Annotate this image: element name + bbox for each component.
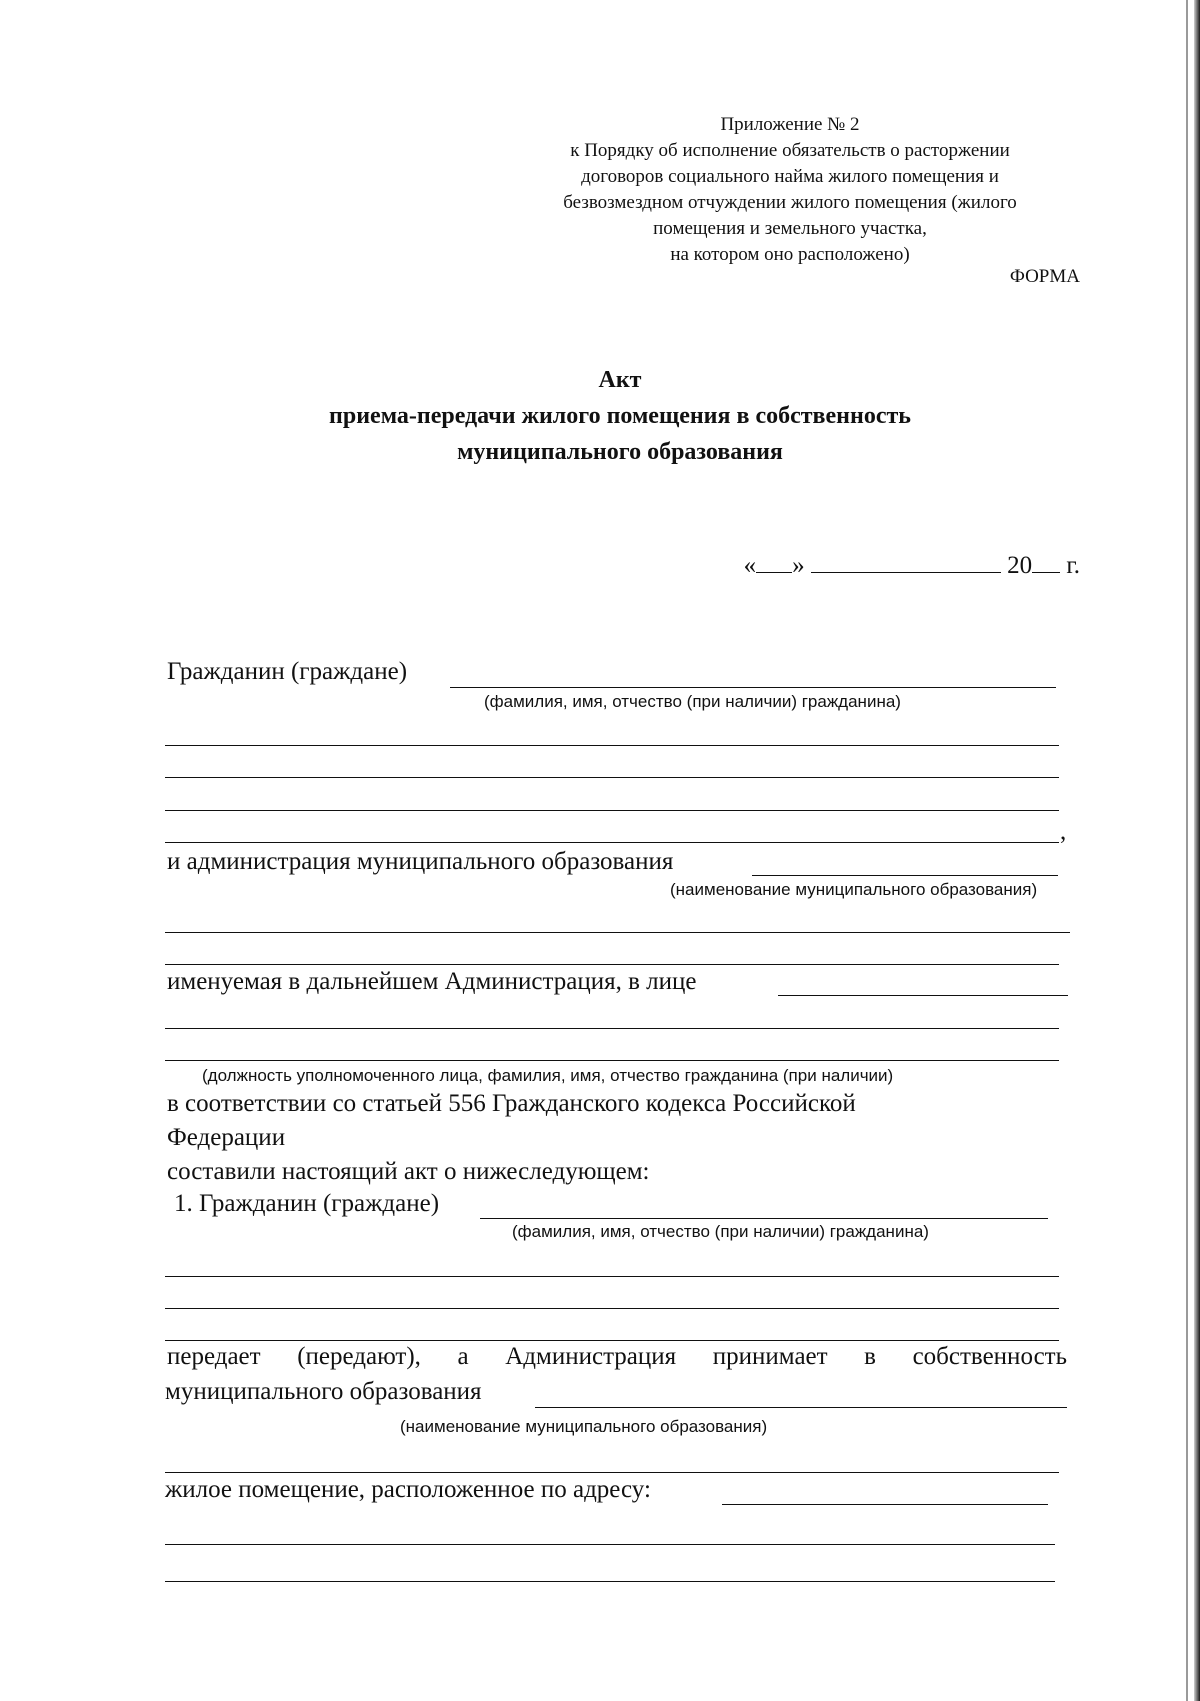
admin-name-blank[interactable]	[752, 875, 1058, 876]
item1-label: 1. Гражданин (граждане)	[174, 1190, 440, 1217]
item1-blank-line[interactable]	[165, 1340, 1059, 1341]
date-line	[700, 548, 1080, 580]
appendix-line: безвозмездном отчуждении жилого помещения (жилого	[563, 192, 1017, 213]
article-text-cont: Федерации	[167, 1124, 286, 1151]
official-blank[interactable]	[778, 995, 1068, 996]
transfer-hint: (наименование муниципального образования)	[400, 1417, 768, 1436]
day-blank[interactable]	[756, 548, 792, 573]
item1-blank-line[interactable]	[165, 1276, 1059, 1277]
citizen-blank-line[interactable]	[165, 810, 1059, 811]
year-blank[interactable]	[1032, 548, 1060, 573]
date-close-quote: »	[792, 552, 805, 579]
citizen-label: Гражданин (граждане)	[167, 658, 408, 685]
month-blank[interactable]	[811, 548, 1001, 573]
citizen-blank-line[interactable]	[165, 745, 1059, 746]
citizen-blank-line[interactable]	[165, 842, 1059, 843]
admin-blank-line[interactable]	[165, 964, 1059, 965]
appendix-header	[520, 112, 1060, 268]
scan-edge	[1194, 0, 1200, 1701]
official-blank-line[interactable]	[165, 1060, 1059, 1061]
form-label: ФОРМА	[1009, 266, 1080, 287]
title-line: Акт	[598, 367, 642, 393]
represented-label: именуемая в дальнейшем Администрация, в лице	[167, 968, 697, 995]
article-text: в соответствии со статьей 556 Гражданского кодекса Российской	[167, 1090, 856, 1117]
admin-blank-line[interactable]	[165, 932, 1070, 933]
citizen-name-blank[interactable]	[450, 687, 1056, 688]
official-blank-line[interactable]	[165, 1028, 1059, 1029]
appendix-line: к Порядку об исполнение обязательств о расторжении	[570, 140, 1010, 161]
municipality-blank[interactable]	[535, 1407, 1067, 1408]
address-label: жилое помещение, расположенное по адресу:	[165, 1476, 651, 1503]
composed-text: составили настоящий акт о нижеследующем:	[167, 1158, 650, 1185]
official-hint: (должность уполномоченного лица, фамилия, имя, отчество гражданина (при наличии)	[202, 1066, 894, 1085]
citizen-blank-line[interactable]	[165, 777, 1059, 778]
address-blank-line[interactable]	[165, 1581, 1055, 1582]
transfer-text: передает (передают), а Администрация принимает в собственность	[167, 1343, 1067, 1370]
title-line: приема-передачи жилого помещения в собственность	[329, 403, 911, 429]
municipality-blank-line[interactable]	[165, 1472, 1059, 1473]
year-prefix: 20	[1007, 552, 1033, 579]
citizen-hint: (фамилия, имя, отчество (при наличии) гражданина)	[484, 692, 901, 711]
appendix-number: Приложение № 2	[720, 114, 860, 135]
admin-hint: (наименование муниципального образования)	[670, 880, 1038, 899]
comma: ,	[1060, 818, 1067, 845]
appendix-line: договоров социального найма жилого помещения и	[581, 166, 999, 187]
scan-edge-line	[1186, 0, 1188, 1701]
transfer-text-cont: муниципального образования	[165, 1378, 482, 1405]
item1-name-blank[interactable]	[480, 1218, 1048, 1219]
address-blank-line[interactable]	[165, 1544, 1055, 1545]
item1-blank-line[interactable]	[165, 1308, 1059, 1309]
appendix-line: на котором оно расположено)	[670, 244, 910, 265]
date-open-quote: «	[743, 552, 757, 579]
item1-hint: (фамилия, имя, отчество (при наличии) гражданина)	[512, 1222, 929, 1241]
admin-label: и администрация муниципального образования	[167, 848, 674, 875]
title-line: муниципального образования	[457, 439, 783, 465]
year-suffix: г.	[1066, 552, 1080, 579]
document-title	[160, 362, 1080, 470]
appendix-line: помещения и земельного участка,	[653, 218, 927, 239]
address-blank[interactable]	[722, 1504, 1048, 1505]
